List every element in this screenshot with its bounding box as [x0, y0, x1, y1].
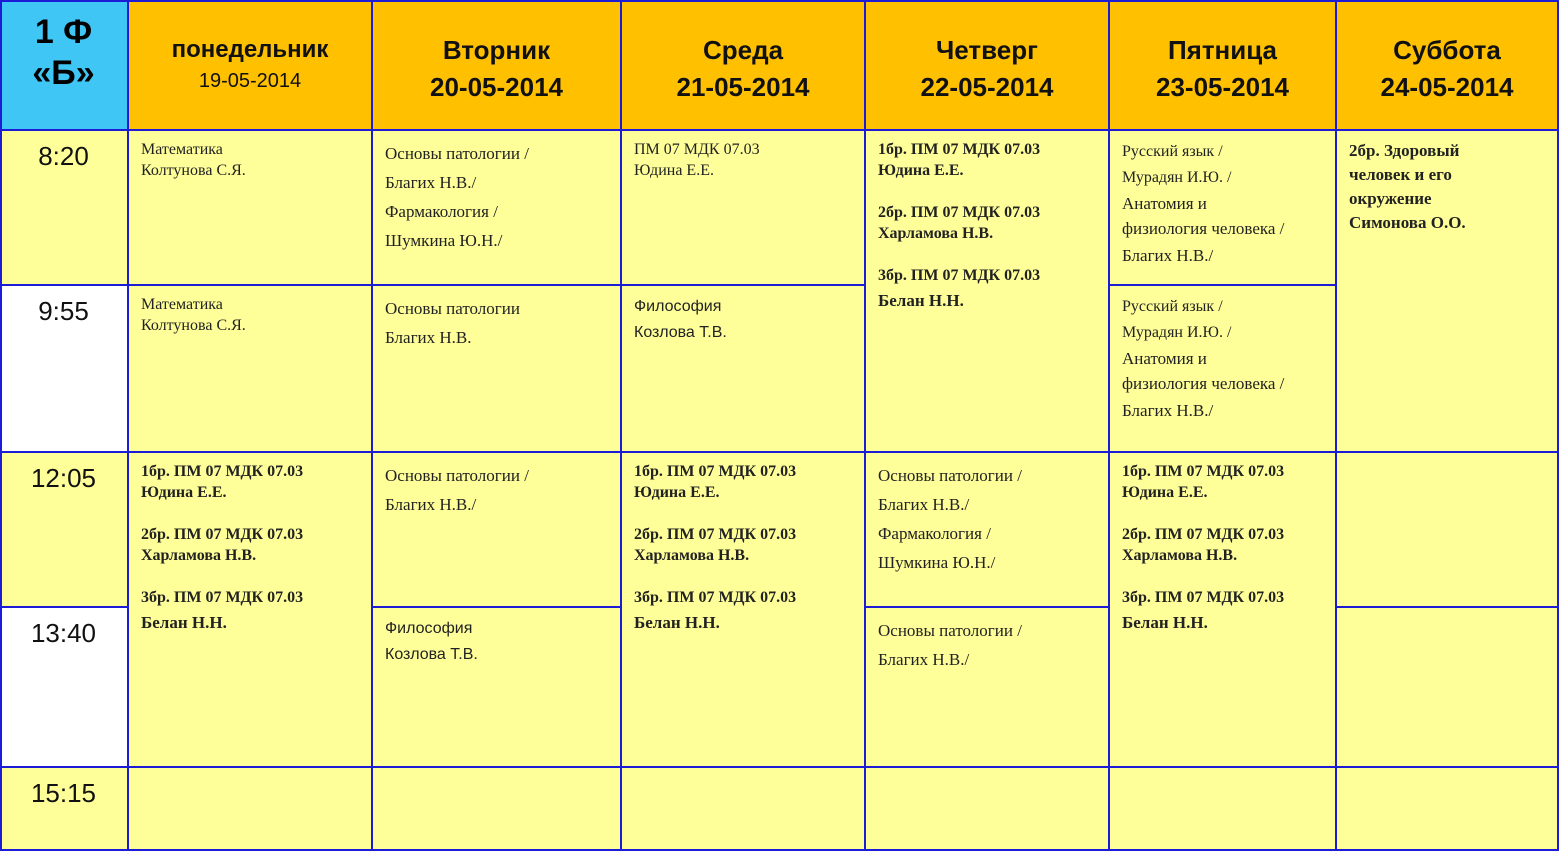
teacher: Козлова Т.В.	[634, 324, 727, 341]
teacher: Юдина Е.Е.	[141, 484, 227, 501]
teacher: Белан Н.Н.	[1122, 613, 1208, 632]
lesson-saturday-1-2	[1337, 131, 1559, 453]
subject: Математика	[141, 296, 223, 313]
lesson-friday-5	[1110, 768, 1337, 851]
subject: Фармакология /	[385, 202, 498, 221]
subject-cont: человек и его	[1349, 165, 1452, 184]
teacher: Козлова Т.В.	[385, 646, 478, 663]
subject: 2бр. Здоровый	[1349, 141, 1460, 160]
lesson-thursday-3	[866, 453, 1110, 608]
time-slot-3: 12:05	[0, 453, 129, 608]
subgroup-2: 2бр. ПМ 07 МДК 07.03	[878, 204, 1041, 221]
day-name: Среда	[702, 35, 784, 65]
subgroup-3: 3бр. ПМ 07 МДК 07.03	[634, 589, 797, 606]
day-header-wednesday	[622, 0, 866, 131]
teacher: Харламова Н.В.	[634, 547, 750, 564]
teacher: Мурадян И.Ю. /	[1122, 324, 1232, 341]
lesson-wednesday-1	[622, 131, 866, 286]
lesson-monday-1	[129, 131, 373, 286]
day-header-tuesday	[373, 0, 622, 131]
table-border-left	[0, 0, 2, 851]
lesson-thursday-4	[866, 608, 1110, 768]
subject: Основы патологии	[385, 299, 520, 318]
subgroup-3: 3бр. ПМ 07 МДК 07.03	[1122, 589, 1285, 606]
day-date: 22-05-2014	[920, 72, 1054, 102]
teacher: Юдина Е.Е.	[634, 484, 720, 501]
time-slot-4: 13:40	[0, 608, 129, 768]
lesson-tuesday-1	[373, 131, 622, 286]
day-header-monday	[129, 0, 373, 131]
subject: Русский язык /	[1122, 143, 1223, 160]
teacher: Благих Н.В./	[878, 495, 970, 514]
time-slot-1: 8:20	[0, 131, 129, 286]
lesson-friday-1	[1110, 131, 1337, 286]
subject: ПМ 07 МДК 07.03	[634, 141, 760, 158]
subject-cont: физиология человека /	[1122, 219, 1285, 238]
teacher: Харламова Н.В.	[1122, 547, 1238, 564]
lesson-friday-2	[1110, 286, 1337, 453]
subgroup-1: 1бр. ПМ 07 МДК 07.03	[141, 463, 304, 480]
teacher: Благих Н.В.	[385, 328, 472, 347]
subject: Фармакология /	[878, 524, 991, 543]
lesson-monday-2	[129, 286, 373, 453]
lesson-monday-3-4	[129, 453, 373, 768]
teacher: Шумкина Ю.Н./	[385, 231, 503, 250]
teacher: Харламова Н.В.	[878, 225, 994, 242]
subject: Анатомия и	[1122, 349, 1207, 368]
teacher: Благих Н.В./	[1122, 246, 1214, 265]
subject-cont: физиология человека /	[1122, 374, 1285, 393]
teacher: Симонова О.О.	[1349, 213, 1466, 232]
teacher: Белан Н.Н.	[141, 613, 227, 632]
teacher: Мурадян И.Ю. /	[1122, 169, 1232, 186]
teacher: Юдина Е.Е.	[634, 162, 714, 179]
subject: Философия	[634, 298, 722, 315]
subgroup-3: 3бр. ПМ 07 МДК 07.03	[878, 267, 1041, 284]
subgroup-2: 2бр. ПМ 07 МДК 07.03	[141, 526, 304, 543]
teacher: Харламова Н.В.	[141, 547, 257, 564]
day-name: Вторник	[442, 35, 551, 65]
teacher: Благих Н.В./	[385, 173, 477, 192]
group-line-1: 1 Ф	[34, 13, 93, 51]
subject: Анатомия и	[1122, 194, 1207, 213]
subject: Философия	[385, 620, 473, 637]
lesson-saturday-5	[1337, 768, 1559, 851]
lesson-friday-3-4	[1110, 453, 1337, 768]
teacher: Шумкина Ю.Н./	[878, 553, 996, 572]
lesson-wednesday-3-4	[622, 453, 866, 768]
subject: Математика	[141, 141, 223, 158]
subgroup-2: 2бр. ПМ 07 МДК 07.03	[634, 526, 797, 543]
day-date: 20-05-2014	[430, 72, 563, 102]
teacher: Благих Н.В./	[385, 495, 477, 514]
teacher: Белан Н.Н.	[634, 613, 720, 632]
day-name: понедельник	[171, 36, 329, 63]
time-slot-2: 9:55	[0, 286, 129, 453]
teacher: Белан Н.Н.	[878, 291, 964, 310]
day-date: 23-05-2014	[1156, 72, 1289, 102]
day-header-friday	[1110, 0, 1337, 131]
lesson-tuesday-5	[373, 768, 622, 851]
day-name: Суббота	[1393, 35, 1501, 65]
teacher: Колтунова С.Я.	[141, 317, 246, 334]
teacher: Благих Н.В./	[1122, 401, 1214, 420]
lesson-saturday-3	[1337, 453, 1559, 608]
group-label	[0, 0, 129, 131]
day-name: Пятница	[1167, 35, 1278, 65]
day-date: 21-05-2014	[676, 72, 810, 102]
teacher: Юдина Е.Е.	[878, 162, 964, 179]
lesson-thursday-5	[866, 768, 1110, 851]
lesson-saturday-4	[1337, 608, 1559, 768]
subject: Основы патологии /	[878, 621, 1022, 640]
lesson-tuesday-3	[373, 453, 622, 608]
subgroup-2: 2бр. ПМ 07 МДК 07.03	[1122, 526, 1285, 543]
lesson-monday-5	[129, 768, 373, 851]
lesson-tuesday-4	[373, 608, 622, 768]
day-name: Четверг	[936, 35, 1038, 65]
time-slot-5: 15:15	[0, 768, 129, 851]
table-border-top	[0, 0, 1559, 2]
subject: Основы патологии /	[385, 144, 529, 163]
subgroup-1: 1бр. ПМ 07 МДК 07.03	[878, 141, 1041, 158]
subgroup-1: 1бр. ПМ 07 МДК 07.03	[1122, 463, 1285, 480]
teacher: Благих Н.В./	[878, 650, 970, 669]
teacher: Юдина Е.Е.	[1122, 484, 1208, 501]
subject: Основы патологии /	[385, 466, 529, 485]
subject: Основы патологии /	[878, 466, 1022, 485]
subject: Русский язык /	[1122, 298, 1223, 315]
teacher: Колтунова С.Я.	[141, 162, 246, 179]
lesson-tuesday-2	[373, 286, 622, 453]
day-date: 19-05-2014	[198, 70, 302, 92]
day-date: 24-05-2014	[1380, 72, 1514, 102]
subgroup-1: 1бр. ПМ 07 МДК 07.03	[634, 463, 797, 480]
subject-cont: окружение	[1349, 189, 1432, 208]
group-line-2: «Б»	[32, 53, 95, 92]
day-header-thursday	[866, 0, 1110, 131]
day-header-saturday	[1337, 0, 1559, 131]
subgroup-3: 3бр. ПМ 07 МДК 07.03	[141, 589, 304, 606]
lesson-thursday-1-2	[866, 131, 1110, 453]
lesson-wednesday-5	[622, 768, 866, 851]
lesson-wednesday-2	[622, 286, 866, 453]
